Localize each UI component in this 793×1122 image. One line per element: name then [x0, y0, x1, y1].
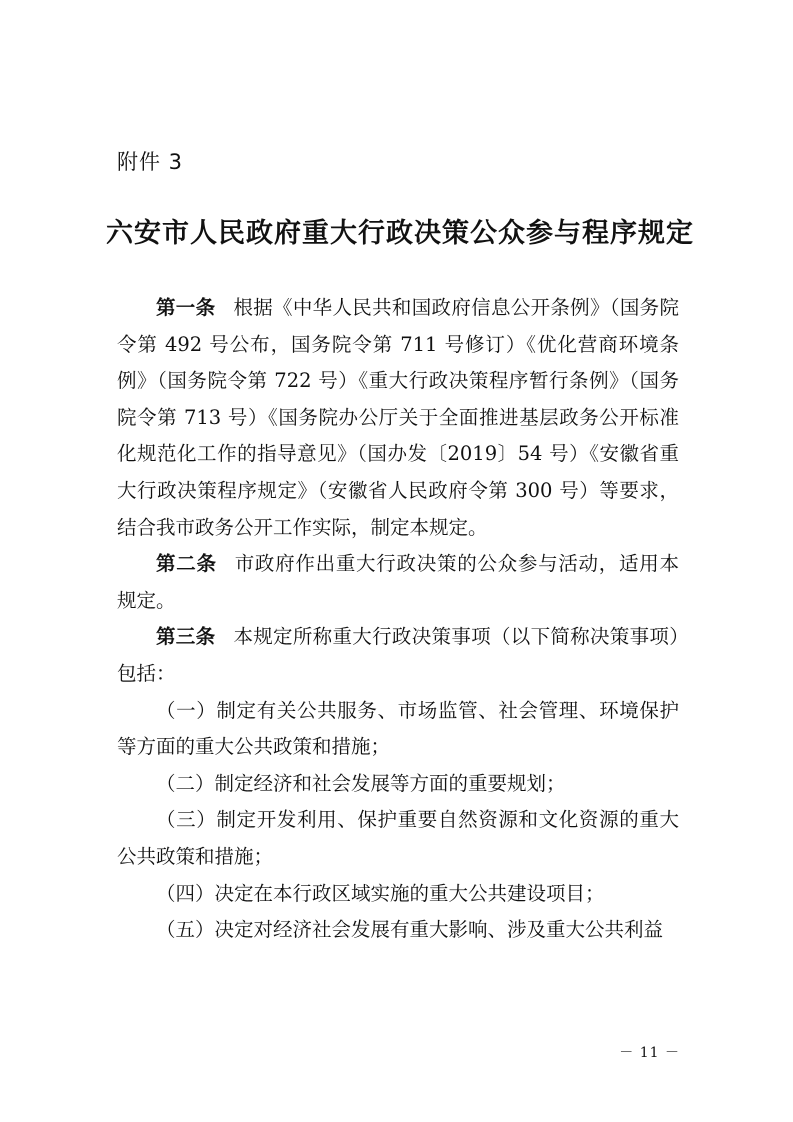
- list-item: （四）决定在本行政区域实施的重大公共建设项目；: [156, 881, 605, 905]
- article-number: 第三条: [156, 625, 216, 649]
- list-item: （五）决定对经济社会发展有重大影响、涉及重大公共利益: [156, 918, 664, 942]
- document-body: [117, 290, 679, 949]
- article-text: 市政府作出重大行政决策的公众参与活动，适用本规定。: [117, 552, 679, 612]
- page-number: － 11 －: [619, 1045, 680, 1061]
- article-number: 第一条: [156, 296, 216, 319]
- article-3: [117, 619, 679, 692]
- article-text: 根据《中华人民共和国政府信息公开条例》（国务院令第 492 号公布，国务院令第 711 号修订）《优化营商环境条例》（国务院令第 722 号）《重大行政决策程序暂行条例》（国务院令第 713 号）《国务院办公厅关于全面推进基层政务公开标准化规范化工作的指导意见》（国办发〔2019〕54 号）《安徽省重大行政决策程序规定》（安徽省人民政府令第 300 号）等要求，结合我市政务公开工作实际，制定本规定。: [117, 296, 679, 539]
- document-title: 六安市人民政府重大行政决策公众参与程序规定: [106, 218, 694, 249]
- list-item: （二）制定经济和社会发展等方面的重要规划；: [156, 771, 566, 795]
- article-text: 本规定所称重大行政决策事项（以下简称决策事项）包括：: [117, 625, 679, 685]
- article-1: [117, 290, 679, 546]
- article-2: [117, 546, 679, 619]
- list-item: （三）制定开发利用、保护重要自然资源和文化资源的重大公共政策和措施；: [117, 808, 679, 868]
- list-item: （一）制定有关公共服务、市场监管、社会管理、环境保护等方面的重大公共政策和措施；: [117, 698, 679, 759]
- article-number: 第二条: [156, 552, 217, 576]
- attachment-label: 附件 3: [117, 150, 184, 174]
